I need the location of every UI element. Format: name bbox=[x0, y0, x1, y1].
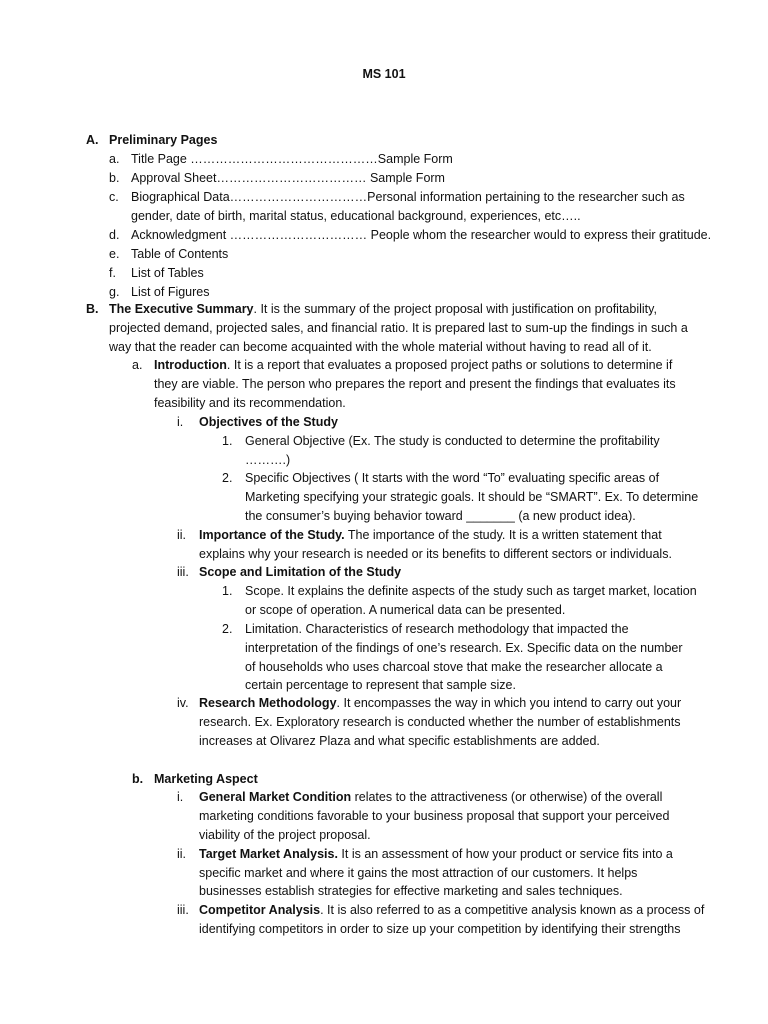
list-marker: b. bbox=[109, 171, 120, 185]
line-text: marketing conditions favorable to your business proposal that support your perceived bbox=[199, 809, 670, 823]
outline-line bbox=[199, 882, 623, 901]
outline-line bbox=[199, 901, 704, 920]
bold-heading: Objectives of the Study bbox=[199, 415, 338, 429]
list-marker: c. bbox=[109, 190, 119, 204]
outline-line bbox=[199, 920, 681, 939]
line-text: or scope of operation. A numerical data can be presented. bbox=[245, 603, 566, 617]
outline-line bbox=[154, 394, 346, 413]
line-text: Marketing specifying your strategic goals. It should be “SMART”. Ex. To determine bbox=[245, 490, 699, 504]
outline-line bbox=[199, 413, 338, 432]
outline-line bbox=[109, 300, 657, 319]
outline-line bbox=[199, 788, 662, 807]
line-text: . It is a report that evaluates a proposed project paths or solutions to determine if bbox=[226, 358, 673, 372]
line-text: ……….) bbox=[245, 453, 291, 467]
line-text: certain percentage to represent that sample size. bbox=[245, 678, 516, 692]
list-marker: A. bbox=[86, 133, 99, 147]
outline-line bbox=[199, 864, 637, 883]
line-text: Specific Objectives ( It starts with the word “To” evaluating specific areas of bbox=[245, 471, 660, 485]
outline-line bbox=[199, 826, 371, 845]
list-marker: a. bbox=[132, 358, 143, 372]
outline-line bbox=[131, 207, 581, 226]
line-text: explains why your research is needed or its benefits to different sectors or individuals. bbox=[199, 547, 672, 561]
list-marker: iii. bbox=[177, 565, 189, 579]
outline-line bbox=[245, 582, 697, 601]
outline-line bbox=[245, 601, 565, 620]
line-text: Title Page ………………………………………Sample Form bbox=[131, 152, 453, 166]
line-text: relates to the attractiveness (or otherwise) of the overall bbox=[351, 790, 663, 804]
bold-heading: Marketing Aspect bbox=[154, 772, 258, 786]
line-text: specific market and where it gains the most attraction of our customers. It helps bbox=[199, 866, 638, 880]
outline-line bbox=[154, 356, 672, 375]
outline-line bbox=[154, 375, 676, 394]
list-marker: iv. bbox=[177, 696, 189, 710]
outline-line bbox=[131, 245, 228, 264]
bold-heading: Preliminary Pages bbox=[109, 133, 218, 147]
line-text: they are viable. The person who prepares the report and present the findings that evaluates its bbox=[154, 377, 676, 391]
outline-line bbox=[245, 451, 290, 470]
list-marker: 2. bbox=[222, 622, 233, 636]
list-marker: B. bbox=[86, 302, 99, 316]
outline-line bbox=[245, 639, 683, 658]
outline-line bbox=[131, 169, 445, 188]
outline-line bbox=[154, 770, 258, 789]
line-text: Biographical Data……………………………Personal information pertaining to the researcher such as bbox=[131, 190, 685, 204]
bold-heading: Target Market Analysis. bbox=[199, 847, 338, 861]
outline-line bbox=[131, 188, 685, 207]
outline-line bbox=[199, 807, 669, 826]
list-marker: a. bbox=[109, 152, 120, 166]
line-text: the consumer’s buying behavior toward _______ (a new product idea). bbox=[245, 509, 636, 523]
line-text: viability of the project proposal. bbox=[199, 828, 371, 842]
line-text: gender, date of birth, marital status, educational background, experiences, etc….. bbox=[131, 209, 581, 223]
outline-line bbox=[199, 713, 681, 732]
bold-heading: The Executive Summary bbox=[109, 302, 254, 316]
outline-line bbox=[199, 694, 681, 713]
line-text: interpretation of the findings of one’s research. Ex. Specific data on the number bbox=[245, 641, 683, 655]
outline-line bbox=[245, 658, 663, 677]
outline-line bbox=[199, 545, 672, 564]
line-text: Table of Contents bbox=[131, 247, 229, 261]
bold-heading: General Market Condition bbox=[199, 790, 352, 804]
document-title: MS 101 bbox=[362, 67, 406, 81]
list-marker: b. bbox=[132, 772, 144, 786]
line-text: feasibility and its recommendation. bbox=[154, 396, 346, 410]
bold-heading: Competitor Analysis bbox=[199, 903, 321, 917]
outline-line bbox=[245, 469, 659, 488]
list-marker: 1. bbox=[222, 434, 233, 448]
line-text: increases at Olivarez Plaza and what specific establishments are added. bbox=[199, 734, 600, 748]
bold-heading: Scope and Limitation of the Study bbox=[199, 565, 402, 579]
line-text: businesses establish strategies for effective marketing and sales techniques. bbox=[199, 884, 623, 898]
line-text: Approval Sheet……………………………… Sample Form bbox=[131, 171, 445, 185]
outline-line bbox=[199, 563, 401, 582]
list-marker: g. bbox=[109, 285, 120, 299]
line-text: research. Ex. Exploratory research is conducted whether the number of establishments bbox=[199, 715, 681, 729]
list-marker: d. bbox=[109, 228, 120, 242]
line-text: . It encompasses the way in which you intend to carry out your bbox=[336, 696, 682, 710]
outline-line bbox=[245, 488, 698, 507]
line-text: General Objective (Ex. The study is conducted to determine the profitability bbox=[245, 434, 660, 448]
line-text: Scope. It explains the definite aspects of the study such as target market, location bbox=[245, 584, 697, 598]
outline-line bbox=[109, 338, 652, 357]
outline-line bbox=[199, 526, 662, 545]
list-marker: ii. bbox=[177, 847, 187, 861]
line-text: of households who uses charcoal stove that make the researcher allocate a bbox=[245, 660, 663, 674]
line-text: The importance of the study. It is a written statement that bbox=[344, 528, 662, 542]
outline-line bbox=[131, 150, 453, 169]
line-text: List of Figures bbox=[131, 285, 210, 299]
line-text: projected demand, projected sales, and financial ratio. It is prepared last to sum-up the findings in such a bbox=[109, 321, 688, 335]
outline-line bbox=[245, 620, 629, 639]
outline-line bbox=[131, 226, 711, 245]
line-text: way that the reader can become acquainted with the whole material without having to read all of it. bbox=[109, 340, 652, 354]
outline-line bbox=[109, 319, 688, 338]
list-marker: 1. bbox=[222, 584, 233, 598]
line-text: It is an assessment of how your product or service fits into a bbox=[337, 847, 673, 861]
bold-heading: Importance of the Study. bbox=[199, 528, 345, 542]
outline-line bbox=[245, 432, 660, 451]
bold-heading: Research Methodology bbox=[199, 696, 337, 710]
line-text: Acknowledgment …………………………… People whom the researcher would to express their gratitude. bbox=[131, 228, 712, 242]
line-text: identifying competitors in order to size up your competition by identifying their strengths bbox=[199, 922, 681, 936]
outline-line bbox=[245, 507, 636, 526]
outline-line bbox=[131, 264, 204, 283]
list-marker: i. bbox=[177, 415, 184, 429]
list-marker: 2. bbox=[222, 471, 233, 485]
bold-heading: Introduction bbox=[154, 358, 227, 372]
list-marker: ii. bbox=[177, 528, 187, 542]
line-text: . It is the summary of the project proposal with justification on profitability, bbox=[253, 302, 657, 316]
outline-line bbox=[199, 845, 673, 864]
line-text: . It is also referred to as a competitive analysis known as a process of bbox=[320, 903, 705, 917]
line-text: List of Tables bbox=[131, 266, 204, 280]
list-marker: e. bbox=[109, 247, 120, 261]
line-text: Limitation. Characteristics of research methodology that impacted the bbox=[245, 622, 629, 636]
outline-line bbox=[109, 131, 217, 150]
list-marker: f. bbox=[109, 266, 116, 280]
list-marker: iii. bbox=[177, 903, 189, 917]
list-marker: i. bbox=[177, 790, 184, 804]
outline-line bbox=[199, 732, 600, 751]
outline-line bbox=[245, 676, 516, 695]
